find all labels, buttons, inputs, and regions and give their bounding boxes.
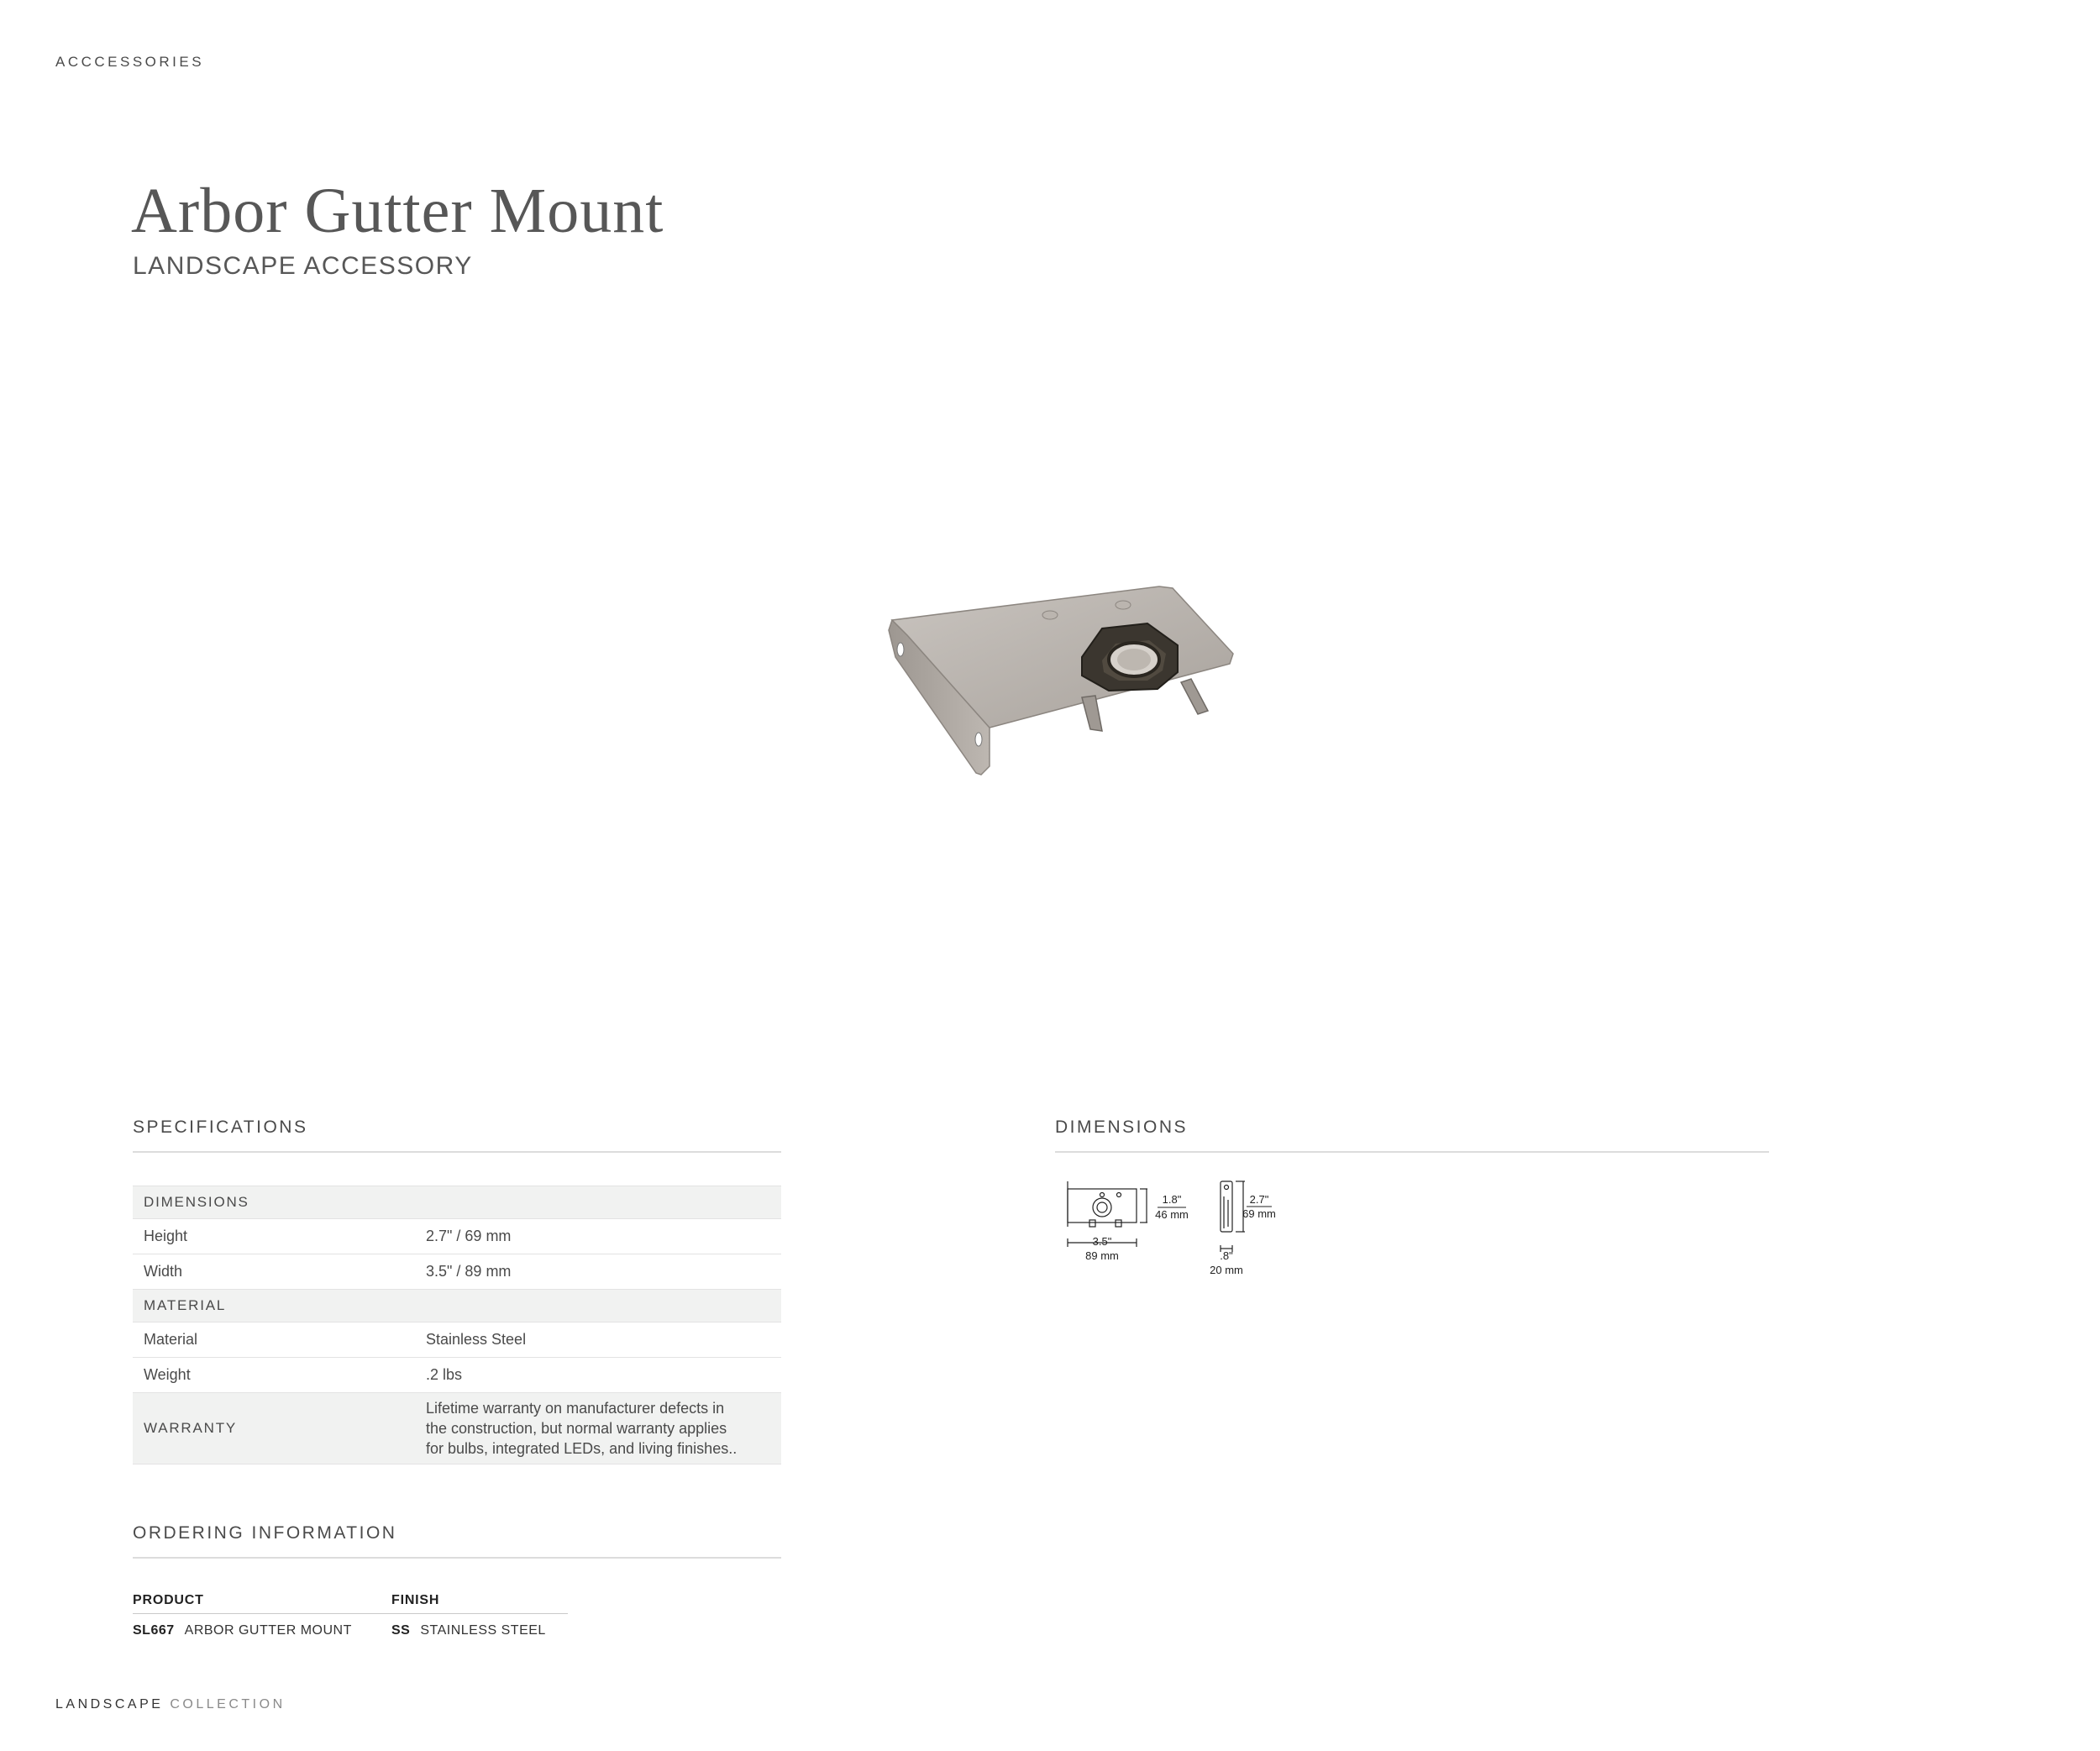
finish-name: STAINLESS STEEL (420, 1623, 546, 1638)
spec-value: 2.7" / 69 mm (415, 1219, 781, 1254)
front-height-in: 1.8" (1162, 1193, 1182, 1206)
spec-value: 3.5" / 89 mm (415, 1254, 781, 1290)
warranty-line: Lifetime warranty on manufacturer defects in (426, 1400, 725, 1417)
spec-label: Weight (133, 1358, 415, 1393)
spec-group-label: MATERIAL (133, 1290, 415, 1322)
spec-label: Material (133, 1322, 415, 1358)
dimensions-diagram (1060, 1175, 1287, 1284)
side-depth-in: .8" (1220, 1249, 1233, 1262)
collection-name: LANDSCAPE (55, 1697, 164, 1712)
spec-label: Height (133, 1219, 415, 1254)
spec-group-label: DIMENSIONS (133, 1186, 415, 1219)
ordering-heading: ORDERING INFORMATION (133, 1523, 781, 1559)
side-height-in: 2.7" (1249, 1193, 1269, 1206)
finish-code: SS (391, 1623, 411, 1638)
product-code: SL667 (133, 1623, 175, 1638)
specifications-table (133, 1186, 781, 1464)
side-depth-mm: 20 mm (1210, 1264, 1243, 1276)
side-view-drawing (1221, 1181, 1245, 1252)
spec-value: .2 lbs (415, 1358, 781, 1393)
collection-footer (55, 1697, 286, 1712)
spec-row-warranty (133, 1393, 781, 1464)
spec-row-height (133, 1219, 781, 1254)
spec-value (415, 1393, 781, 1464)
product-subtitle: LANDSCAPE ACCESSORY (133, 252, 473, 280)
collection-label: COLLECTION (170, 1697, 286, 1712)
spec-label: Width (133, 1254, 415, 1290)
spec-group-label: WARRANTY (133, 1393, 415, 1464)
spec-group-material (133, 1290, 781, 1322)
ordering-product-header: PRODUCT (133, 1593, 391, 1614)
warranty-line: for bulbs, integrated LEDs, and living finishes.. (426, 1440, 738, 1457)
category-label: ACCCESSORIES (55, 54, 205, 70)
spec-group-dimensions (133, 1186, 781, 1219)
dimensions-heading: DIMENSIONS (1055, 1117, 1769, 1153)
ordering-finish-cell (391, 1623, 546, 1638)
front-width-mm: 89 mm (1085, 1249, 1119, 1262)
product-title: Arbor Gutter Mount (131, 176, 664, 246)
side-height-mm: 69 mm (1242, 1207, 1276, 1220)
spec-row-width (133, 1254, 781, 1290)
ordering-finish-header: FINISH (391, 1593, 568, 1614)
spec-row-weight (133, 1358, 781, 1393)
front-width-in: 3.5" (1092, 1235, 1112, 1248)
warranty-line: the construction, but normal warranty applies (426, 1420, 727, 1437)
gutter-mount-bracket-photo (882, 580, 1243, 790)
product-name: ARBOR GUTTER MOUNT (184, 1623, 352, 1638)
spec-value: Stainless Steel (415, 1322, 781, 1358)
front-height-mm: 46 mm (1155, 1208, 1189, 1221)
specifications-heading: SPECIFICATIONS (133, 1117, 781, 1153)
spec-row-material (133, 1322, 781, 1358)
ordering-product-cell (133, 1623, 352, 1638)
